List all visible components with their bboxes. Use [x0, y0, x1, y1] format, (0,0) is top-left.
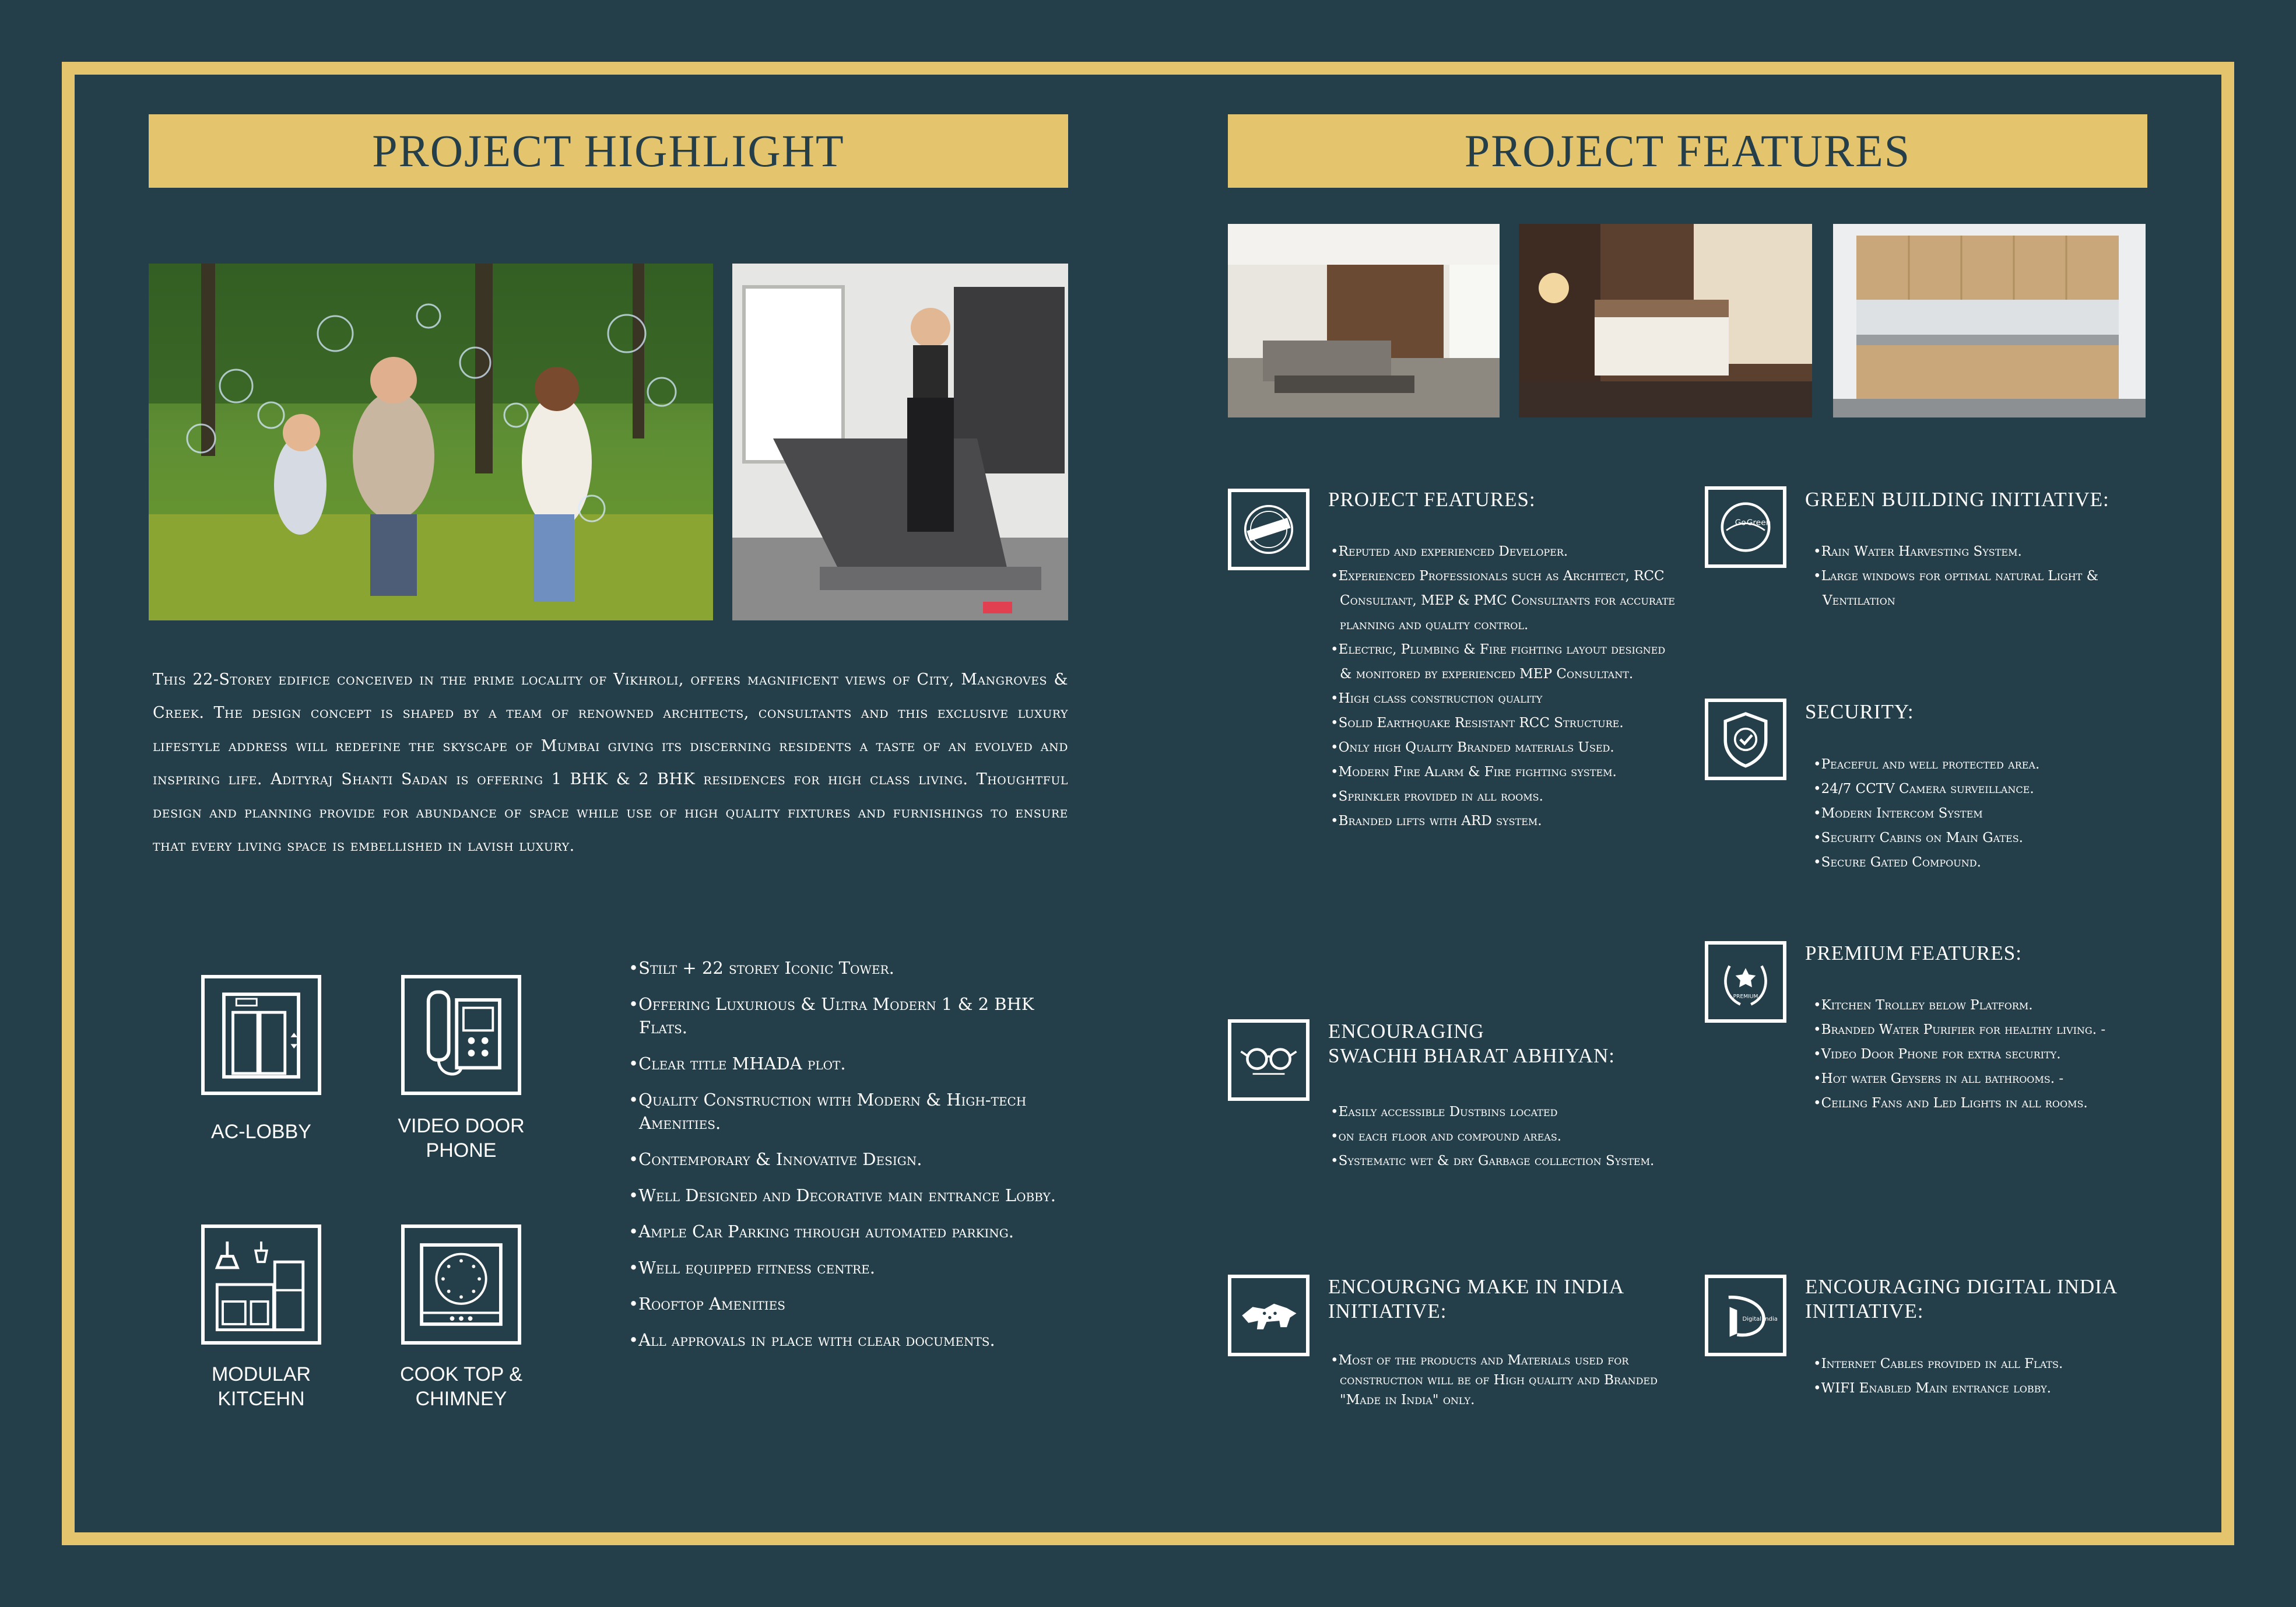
- project-features-banner: [1228, 114, 2147, 188]
- digital-india-icon: [1705, 1275, 1786, 1356]
- list-item: •Contemporary & Innovative Design.: [629, 1149, 922, 1169]
- swachh-glasses-icon: [1228, 1019, 1310, 1101]
- green-building-list: [1813, 539, 2151, 613]
- amenity-label-modular-kitchen: MODULAR KITCEHN: [211, 1363, 311, 1410]
- shield-check-icon: [1705, 699, 1786, 780]
- security-heading: SECURITY:: [1805, 700, 1914, 723]
- list-item: •All approvals in place with clear documents.: [629, 1330, 995, 1350]
- premium-features-list: [1813, 993, 2163, 1115]
- project-highlight-title: PROJECT HIGHLIGHT: [372, 125, 845, 176]
- amenity-label-cook-top-chimney: COOK TOP & CHIMNEY: [400, 1363, 522, 1410]
- bedroom-photo: [1519, 224, 1812, 417]
- kitchen-photo: [1833, 224, 2146, 417]
- list-item: •Security Cabins on Main Gates.: [1813, 830, 2023, 845]
- list-item: •Internet Cables provided in all Flats.: [1813, 1356, 2063, 1371]
- list-item: •Branded lifts with ARD system.: [1330, 813, 1542, 829]
- digital-india-heading: [1805, 1275, 2167, 1324]
- go-green-icon: [1705, 486, 1786, 568]
- list-item: •Modern Intercom System: [1813, 806, 1983, 821]
- make-in-india-heading-line1: ENCOURGNG MAKE IN INDIA: [1328, 1275, 1625, 1298]
- make-in-india-heading: [1328, 1275, 1655, 1324]
- digital-india-heading-line1: ENCOURAGING DIGITAL INDIA: [1805, 1275, 2118, 1298]
- green-building-heading: GREEN BUILDING INITIATIVE:: [1805, 488, 2109, 511]
- kitchen-icon: [201, 1224, 321, 1345]
- digital-india-heading-line2: INITIATIVE:: [1805, 1300, 1924, 1322]
- list-item: •Experienced Professionals such as Architect, RCC Consultant, MEP & PMC Consultants for accurate planning and quality control.: [1330, 569, 1675, 633]
- make-in-india-list: [1330, 1350, 1686, 1410]
- elevator-icon: [201, 975, 321, 1095]
- lion-icon: [1228, 1275, 1310, 1356]
- amenity-label-video-door-phone: VIDEO DOOR PHONE: [398, 1115, 525, 1162]
- premium-features-heading: PREMIUM FEATURES:: [1805, 942, 2022, 964]
- list-item: •Kitchen Trolley below Platform.: [1813, 998, 2033, 1013]
- list-item: •Ample Car Parking through automated parking.: [629, 1222, 1014, 1241]
- list-item: •Sprinkler provided in all rooms.: [1330, 789, 1543, 804]
- list-item: •Solid Earthquake Resistant RCC Structure.: [1330, 715, 1624, 731]
- list-item: •Rooftop Amenities: [629, 1294, 785, 1314]
- make-in-india-heading-line2: INITIATIVE:: [1328, 1300, 1447, 1322]
- list-item: •High class construction quality: [1330, 691, 1543, 706]
- svg-text:Green: Green: [1746, 518, 1771, 528]
- list-item: •Well Designed and Decorative main entrance Lobby.: [629, 1185, 1056, 1205]
- list-item: •Video Door Phone for extra security.: [1813, 1047, 2061, 1062]
- project-features-heading: PROJECT FEATURES:: [1328, 488, 1536, 511]
- list-item: •Easily accessible Dustbins located: [1330, 1104, 1558, 1120]
- list-item: •Electric, Plumbing & Fire fighting layout designed & monitored by experienced MEP Consultant.: [1330, 642, 1666, 682]
- svg-text:Go: Go: [1735, 518, 1746, 528]
- children-bubbles-photo: [149, 264, 713, 620]
- list-item: •Hot water Geysers in all bathrooms. -: [1813, 1071, 2064, 1086]
- gym-treadmill-photo: [732, 264, 1068, 620]
- svg-text:Digital India: Digital India: [1742, 1316, 1778, 1323]
- svg-text:PREMIUM: PREMIUM: [1733, 994, 1758, 1000]
- swachh-bharat-heading: [1328, 1019, 1655, 1068]
- list-item: •Secure Gated Compound.: [1813, 855, 1981, 870]
- list-item: •Reputed and experienced Developer.: [1330, 544, 1568, 559]
- project-features-list: [1330, 539, 1680, 833]
- guarantee-seal-icon: [1228, 489, 1310, 570]
- project-highlight-list: [629, 956, 1072, 1364]
- list-item: •Ceiling Fans and Led Lights in all rooms.: [1813, 1096, 2088, 1111]
- swachh-bharat-list: [1330, 1100, 1692, 1173]
- project-features-title: PROJECT FEATURES: [1464, 125, 1911, 176]
- living-room-photo: [1228, 224, 1500, 417]
- list-item: •Peaceful and well protected area.: [1813, 757, 2040, 772]
- swachh-heading-line1: ENCOURAGING: [1328, 1020, 1484, 1043]
- list-item: •Offering Luxurious & Ultra Modern 1 & 2 BHK Flats.: [629, 994, 1034, 1037]
- amenity-label-ac-lobby: AC-LOBBY: [211, 1121, 311, 1143]
- list-item: •Stilt + 22 storey Iconic Tower.: [629, 958, 894, 978]
- list-item: •Large windows for optimal natural Light & Ventilation: [1813, 569, 2099, 608]
- premium-laurel-icon: [1705, 941, 1786, 1023]
- list-item: •Modern Fire Alarm & Fire fighting system.: [1330, 764, 1617, 780]
- intercom-icon: [401, 975, 521, 1095]
- project-intro-paragraph: This 22-Storey edifice conceived in the prime locality of Vikhroli, offers magnificent views of City, Mangroves & Creek. The design concept is shaped by a team of renowned architects, consultants and this exclusive luxury lifestyle address will redefine the skyscape of Mumbai giving its discerning residents a taste of an evolved and inspiring life. Adityraj Shanti Sadan is offering 1 BHK & 2 BHK residences for high class living. Thoughtful design and planning provide for abundance of space while use of high quality fixtures and furnishings to ensure that every living space is embellished in lavish luxury.: [153, 671, 1068, 855]
- list-item: •24/7 CCTV Camera surveillance.: [1813, 781, 2034, 797]
- swachh-heading-line2: SWACHH BHARAT ABHIYAN:: [1328, 1044, 1615, 1067]
- list-item: •Branded Water Purifier for healthy living. -: [1813, 1022, 2106, 1037]
- list-item: •on each floor and compound areas.: [1330, 1129, 1562, 1144]
- security-list: [1813, 752, 2163, 875]
- list-item: •Rain Water Harvesting System.: [1813, 544, 2022, 559]
- list-item: •Clear title MHADA plot.: [629, 1054, 846, 1073]
- list-item: •Well equipped fitness centre.: [629, 1258, 875, 1278]
- digital-india-list: [1813, 1352, 2163, 1401]
- list-item: •Quality Construction with Modern & High-tech Amenities.: [629, 1090, 1027, 1133]
- list-item: •WIFI Enabled Main entrance lobby.: [1813, 1381, 2051, 1396]
- project-highlight-banner: [149, 114, 1068, 188]
- list-item: •Only high Quality Branded materials Used.: [1330, 740, 1614, 755]
- list-item: •Most of the products and Materials used for construction will be of High quality and Branded "Made in India" only.: [1330, 1353, 1658, 1408]
- list-item: •Systematic wet & dry Garbage collection System.: [1330, 1153, 1655, 1169]
- cooktop-icon: [401, 1224, 521, 1345]
